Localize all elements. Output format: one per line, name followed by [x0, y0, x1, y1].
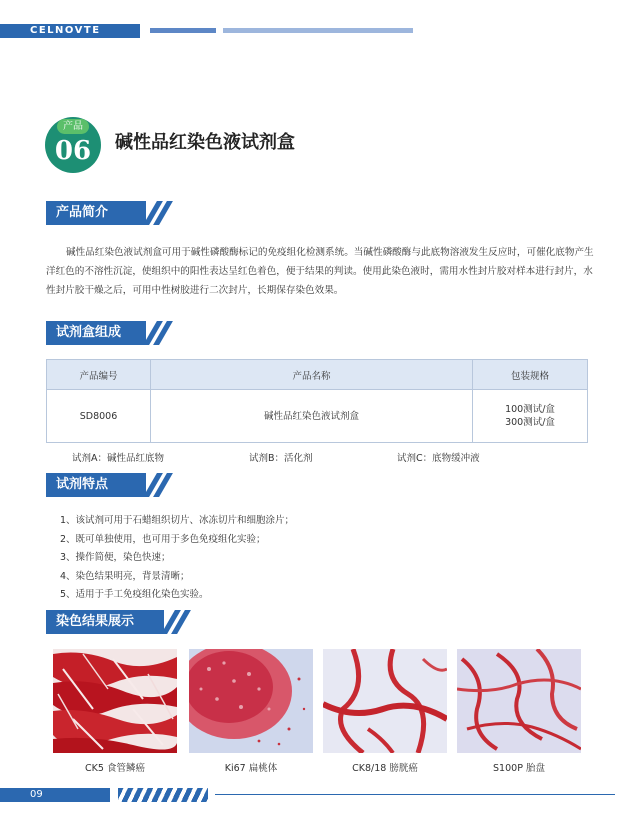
- header-bar-2: [223, 28, 413, 33]
- table-cell-spec: [473, 390, 588, 443]
- caption-ki67: Ki67 扁桃体: [224, 763, 278, 774]
- list-item: 3、操作简便，染色快速；: [60, 552, 171, 563]
- list-item: 2、既可单独使用，也可用于多色免疫组化实验；: [60, 533, 266, 545]
- kit-table: [46, 359, 588, 443]
- stain-image-s100p: [457, 649, 581, 753]
- section-header-kit: [46, 321, 176, 345]
- product-badge-label: 产品: [57, 119, 89, 134]
- table-header-name: 产品名称: [151, 360, 473, 390]
- stain-image-ck8-18: [323, 649, 447, 753]
- table-row: [47, 390, 588, 443]
- feature-list: [60, 512, 294, 605]
- table-header-code: 产品编号: [47, 360, 151, 390]
- caption-ck8-18: CK8/18 膀胱癌: [352, 763, 418, 774]
- section-title-features: 试剂特点: [56, 477, 109, 492]
- reagent-a: 试剂A：碱性品红底物: [72, 453, 164, 464]
- page-number: 09: [30, 789, 43, 800]
- spec-line-2: 300测试/盒: [505, 417, 555, 428]
- brand-logo: CELNOVTE: [30, 25, 101, 36]
- stain-image-ki67: [189, 649, 313, 753]
- intro-text: 碱性品红染色液试剂盒可用于碱性磷酸酶标记的免疫组化检测系统。当碱性磷酸酶与此底物溶液发生反应时，可催化底物产生洋红色的不溶性沉淀，使组织中的阳性表达呈红色着色，便于结果的判读。使用此染色液时，需用水性封片胶对样本进行封片，水性封片胶干燥之后，可用中性树胶进行二次封片，长期保存染色效果。: [46, 247, 594, 296]
- table-cell-name: 碱性品红染色液试剂盒: [151, 390, 473, 443]
- caption-s100p: S100P 胎盘: [493, 763, 545, 774]
- section-header-features: [46, 473, 176, 497]
- list-item: 4、染色结果明亮，背景清晰；: [60, 570, 190, 582]
- list-item: 1、该试剂可用于石蜡组织切片、冰冻切片和细胞涂片；: [60, 515, 295, 526]
- spec-line-1: 100测试/盒: [505, 404, 555, 415]
- caption-ck5: CK5 食管鳞癌: [85, 763, 145, 774]
- stain-image-ck5: [53, 649, 177, 753]
- page-title: 碱性品红染色液试剂盒: [115, 132, 295, 153]
- section-header-results: [46, 610, 196, 634]
- section-title-intro: 产品简介: [56, 205, 109, 220]
- reagent-c: 试剂C：底物缓冲液: [397, 453, 480, 464]
- table-header-spec: 包装规格: [473, 360, 588, 390]
- section-title-results: 染色结果展示: [56, 614, 135, 629]
- list-item: 5、适用于手工免疫组化染色实验。: [60, 589, 209, 600]
- section-title-kit: 试剂盒组成: [56, 325, 122, 340]
- table-header-row: [47, 360, 588, 390]
- footer-bar: [0, 788, 110, 802]
- footer-stripes: [118, 788, 208, 802]
- table-cell-code: SD8006: [47, 390, 151, 443]
- section-header-intro: [46, 201, 176, 225]
- header-bar-1: [150, 28, 216, 33]
- reagent-b: 试剂B：活化剂: [249, 453, 313, 464]
- product-badge-number: 06: [54, 136, 92, 166]
- footer-line: [215, 794, 615, 795]
